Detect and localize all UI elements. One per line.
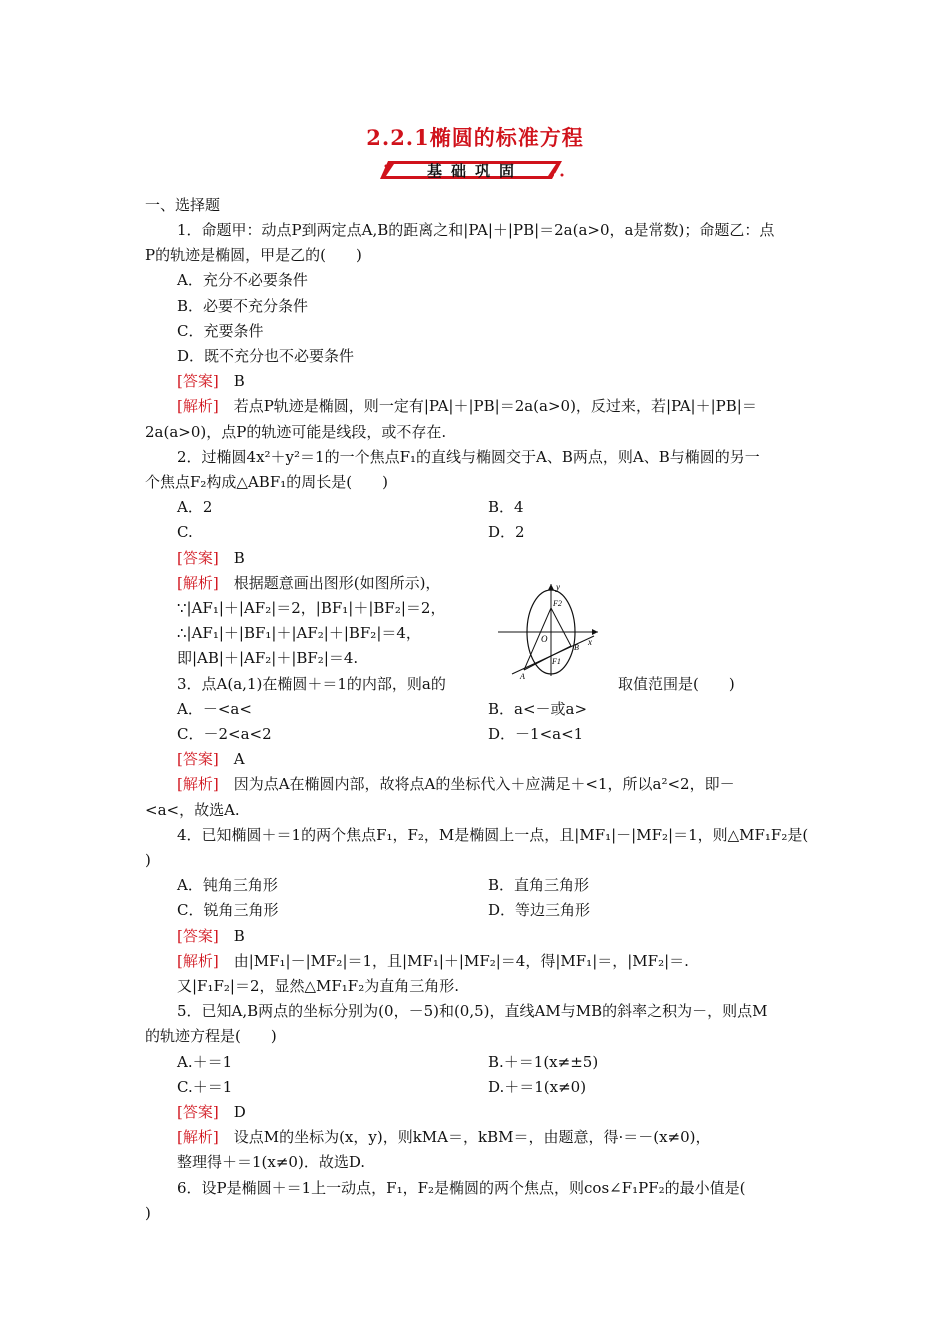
line-text: 设点M的坐标为(x，y)，则kMA＝，kBM＝，由题意，得·＝－(x≠0)， <box>218 1128 711 1147</box>
line-text: 4．已知椭圆＋＝1的两个焦点F₁，F₂，M是椭圆上一点，且|MF₁|－|MF₂|＝1，则△MF₁F₂是( <box>177 825 809 844</box>
line-text: C. <box>177 523 193 542</box>
answer-tag: [解析] <box>177 1128 219 1147</box>
page-title: 2.2.1椭圆的标准方程 <box>366 125 584 150</box>
text-line <box>177 1001 767 1021</box>
text-line <box>177 447 760 467</box>
line-text: ∵|AF₁|＋|AF₂|＝2，|BF₁|＋|BF₂|＝2， <box>177 599 446 617</box>
option-right: B．直角三角形 <box>488 876 590 895</box>
line-text: D．既不充分也不必要条件 <box>177 347 355 365</box>
text-line <box>177 648 358 668</box>
answer-tag: [答案] <box>177 750 219 769</box>
diagram-f1-label: F1 <box>552 657 561 666</box>
text-line <box>177 346 354 366</box>
text-line <box>177 371 245 391</box>
line-text: 1．命题甲：动点P到两定点A,B的距离之和|PA|＋|PB|＝2a(a>0，a是常数)；命题乙：点 <box>177 221 775 239</box>
text-line <box>145 850 151 870</box>
text-line <box>177 1178 746 1198</box>
line-text: 的轨迹方程是( ) <box>145 1027 277 1046</box>
text-line <box>177 220 774 240</box>
line-text: <a<，故选A. <box>145 800 240 819</box>
line-text: 由|MF₁|－|MF₂|＝1，且|MF₁|＋|MF₂|＝4，得|MF₁|＝，|MF₂|＝. <box>218 951 689 970</box>
text-line <box>177 497 212 517</box>
option-right: D．2 <box>488 523 525 542</box>
answer-tag: [解析] <box>177 951 219 970</box>
answer-tag: [解析] <box>177 573 219 592</box>
section-heading: 一、选择题 <box>145 196 221 214</box>
line-text: 又|F₁F₂|＝2，显然△MF₁F₂为直角三角形. <box>177 977 459 995</box>
line-text: B <box>218 548 245 567</box>
line-text: 2a(a>0)，点P的轨迹可能是线段，或不存在. <box>145 422 447 441</box>
text-line <box>177 699 252 719</box>
diagram-y-label: y <box>556 582 560 592</box>
line-text: D <box>218 1103 246 1121</box>
line-text: C．－2<a<2 <box>177 725 272 743</box>
text-line <box>145 800 240 820</box>
diagram-b-label: B <box>574 643 579 652</box>
text-line <box>177 1102 246 1122</box>
text-line <box>145 1203 151 1223</box>
text-line <box>145 1026 277 1046</box>
option-right: B．a<－或a> <box>488 699 588 718</box>
line-text: ∴|AF₁|＋|BF₁|＋|AF₂|＋|BF₂|＝4， <box>177 624 421 643</box>
text-line <box>177 270 308 290</box>
text-line <box>177 598 445 618</box>
line-text: 5．已知A,B两点的坐标分别为(0，－5)和(0,5)，直线AM与MB的斜率之积为－，则点M <box>177 1002 768 1021</box>
text-line <box>177 321 263 341</box>
text-line <box>145 245 362 265</box>
option-right: D．等边三角形 <box>488 901 591 920</box>
text-line <box>145 422 446 442</box>
text-line <box>177 396 757 416</box>
text-line <box>145 472 388 492</box>
text-line <box>177 900 278 920</box>
line-text: A．2 <box>177 498 213 517</box>
line-text: 3．点A(a,1)在椭圆＋＝1的内部，则a的 <box>177 674 446 693</box>
answer-tag: [答案] <box>177 1103 219 1121</box>
option-right: B．4 <box>488 498 524 517</box>
text-line <box>177 926 245 946</box>
text-line <box>177 623 421 643</box>
option-right: D．－1<a<1 <box>488 725 584 743</box>
text-line <box>177 1077 232 1097</box>
banner-text: 基础巩固 <box>426 162 523 180</box>
text-line <box>177 724 272 744</box>
option-right: B.＋＝1(x≠±5) <box>488 1052 599 1071</box>
line-text: A．钝角三角形 <box>177 876 278 895</box>
text-line <box>177 548 245 568</box>
text-line <box>177 296 308 316</box>
text-line <box>177 1127 711 1147</box>
option-right: D.＋＝1(x≠0) <box>488 1077 587 1096</box>
line-text: A.＋＝1 <box>177 1052 233 1071</box>
ellipse-figure <box>494 580 604 680</box>
section-banner <box>380 157 570 183</box>
text-line <box>177 1052 232 1072</box>
text-line <box>177 774 735 794</box>
line-text: A．充分不必要条件 <box>177 271 308 290</box>
line-text: 根据题意画出图形(如图所示)， <box>218 573 441 592</box>
line-text: C．充要条件 <box>177 321 264 340</box>
line-text: A．－<a< <box>177 699 252 718</box>
line-text: 6．设P是椭圆＋＝1上一动点，F₁，F₂是椭圆的两个焦点，则cos∠F₁PF₂的最小值是( <box>177 1178 746 1197</box>
text-line <box>177 674 446 694</box>
text-line <box>177 1152 365 1172</box>
text-line <box>177 875 278 895</box>
answer-tag: [答案] <box>177 372 219 391</box>
line-text: ) <box>145 1203 151 1222</box>
line-text: C.＋＝1 <box>177 1077 233 1096</box>
line-text: 个焦点F₂构成△ABF₁的周长是( ) <box>145 473 388 491</box>
line-text: A <box>218 750 245 769</box>
text-line <box>177 976 459 996</box>
line-text: P的轨迹是椭圆，甲是乙的( ) <box>145 246 362 265</box>
line-text: C．锐角三角形 <box>177 901 279 920</box>
answer-tag: [解析] <box>177 397 219 416</box>
line-text: 即|AB|＋|AF₂|＋|BF₂|＝4. <box>177 649 359 668</box>
text-line <box>177 825 808 845</box>
answer-tag: [答案] <box>177 548 219 567</box>
answer-tag: [答案] <box>177 926 219 945</box>
line-text: B．必要不充分条件 <box>177 296 309 315</box>
diagram-o-label: O <box>541 634 548 644</box>
line-text: 2．过椭圆4x²＋y²＝1的一个焦点F₁的直线与椭圆交于A、B两点，则A、B与椭圆的另一 <box>177 447 760 466</box>
text-line <box>177 951 689 971</box>
line-text: 整理得＋＝1(x≠0)．故选D. <box>177 1153 366 1172</box>
line-text: B <box>218 372 245 391</box>
line-text-continued: 取值范围是( ) <box>618 674 735 693</box>
diagram-f2-label: F2 <box>553 599 562 608</box>
line-text: 若点P轨迹是椭圆，则一定有|PA|＋|PB|＝2a(a>0)，反过来，若|PA|＋|PB|＝ <box>218 397 757 416</box>
text-line <box>177 573 440 593</box>
diagram-x-label: x <box>588 637 592 647</box>
line-text: 因为点A在椭圆内部，故将点A的坐标代入＋应满足＋<1，所以a²<2，即－ <box>218 775 735 794</box>
line-text: ) <box>145 851 151 869</box>
diagram-a-label: A <box>520 672 525 680</box>
text-line <box>177 749 245 769</box>
line-text: B <box>218 926 245 945</box>
text-line <box>177 522 193 542</box>
answer-tag: [解析] <box>177 775 219 794</box>
